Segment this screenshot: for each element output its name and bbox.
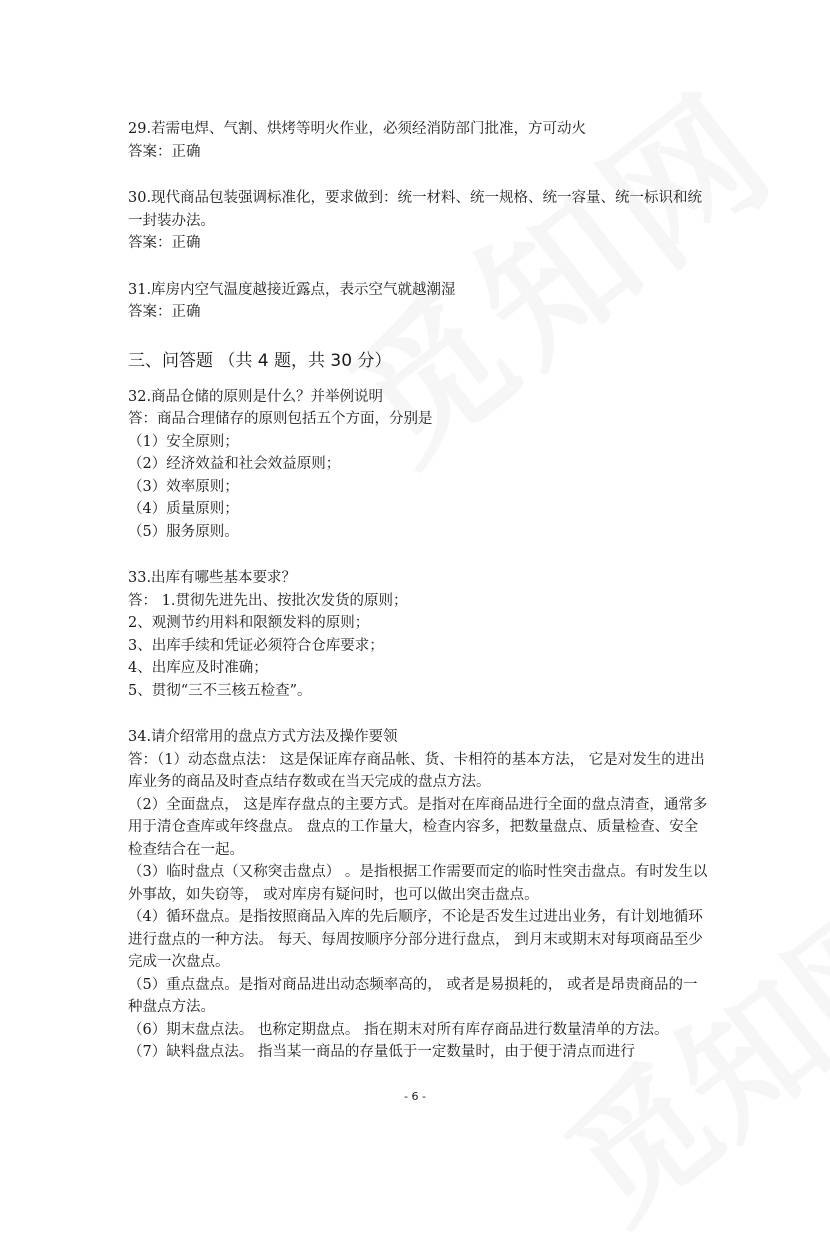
answer-34-paragraph: （2）全面盘点， 这是库存盘点的主要方式。是指对在库商品进行全面的盘点清查，通常多用于清仓查库或年终盘点。 盘点的工作量大，检查内容多，把数量盘点、质量检查、安全检查结合在一起。	[128, 796, 708, 858]
answer-34-paragraph: （3）临时盘点（又称突击盘点） 。是指根据工作需要而定的临时性突击盘点。有时发生以外事故，如失窃等， 或对库房有疑问时，也可以做出突击盘点。	[128, 864, 708, 903]
answer-31: 答案：正确	[128, 304, 201, 320]
answer-33-line: 2、观测节约用料和限额发料的原则；	[128, 615, 370, 631]
question-33: 33.出库有哪些基本要求？	[128, 570, 297, 586]
answer-34-paragraph: （5）重点盘点。是指对商品进出动态频率高的， 或者是易损耗的， 或者是昂贵商品的一种盘点方法。	[128, 976, 698, 1015]
question-31: 31.库房内空气温度越接近露点，表示空气就越潮湿	[128, 281, 456, 298]
question-29: 29.若需电焊、气割、烘烤等明火作业，必须经消防部门批准，方可动火	[128, 121, 587, 137]
answer-33-line: 5、贯彻“三不三核五检查”。	[128, 682, 312, 699]
answer-34-paragraph: （4）循环盘点。是指按照商品入库的先后顺序，不论是否发生过进出业务，有计划地循环进行盘点的一种方法。 每天、每周按顺序分部分进行盘点， 到月末或期末对每项商品至少完成一次盘点。	[128, 909, 703, 970]
page-number: - 6 -	[404, 1090, 426, 1103]
question-34: 34.请介绍常用的盘点方式方法及操作要领	[128, 729, 398, 745]
answer-33-line: 答： 1.贯彻先进先出、按批次发货的原则；	[128, 592, 408, 609]
answer-34-paragraph: （6）期末盘点法。 也称定期盘点。 指在期末对所有库存商品进行数量清单的方法。	[128, 1021, 669, 1038]
answer-32-line: （3）效率原则；	[128, 478, 239, 495]
answer-32-line: （4）质量原则；	[128, 501, 239, 517]
answer-34-paragraph: （7）缺料盘点法。 指当某一商品的存量低于一定数量时，由于便于清点而进行	[128, 1044, 635, 1060]
answer-30: 答案：正确	[128, 235, 201, 251]
answer-32-line: 答：商品合理储存的原则包括五个方面，分别是	[128, 411, 433, 427]
answer-32-line: （5）服务原则。	[128, 523, 239, 540]
answer-33-line: 4、出库应及时准确；	[128, 660, 268, 676]
answer-29: 答案：正确	[128, 143, 201, 160]
answer-32-line: （1）安全原则；	[128, 433, 239, 450]
question-32: 32.商品仓储的原则是什么？并举例说明	[128, 388, 384, 405]
answer-34-paragraph: 答：（1）动态盘点法： 这是保证库存商品帐、货、卡相符的基本方法， 它是对发生的进出库业务的商品及时查点结存数或在当天完成的盘点方法。	[128, 751, 705, 790]
answer-32-line: （2）经济效益和社会效益原则；	[128, 456, 341, 472]
section-heading: 三、问答题 （共 4 题，共 30 分）	[128, 350, 392, 371]
page-content	[128, 118, 710, 1064]
answer-33-line: 3、出库手续和凭证必须符合仓库要求；	[128, 637, 384, 654]
question-30: 30.现代商品包装强调标准化，要求做到：统一材料、统一规格、统一容量、统一标识和统一封装办法。	[128, 190, 703, 229]
